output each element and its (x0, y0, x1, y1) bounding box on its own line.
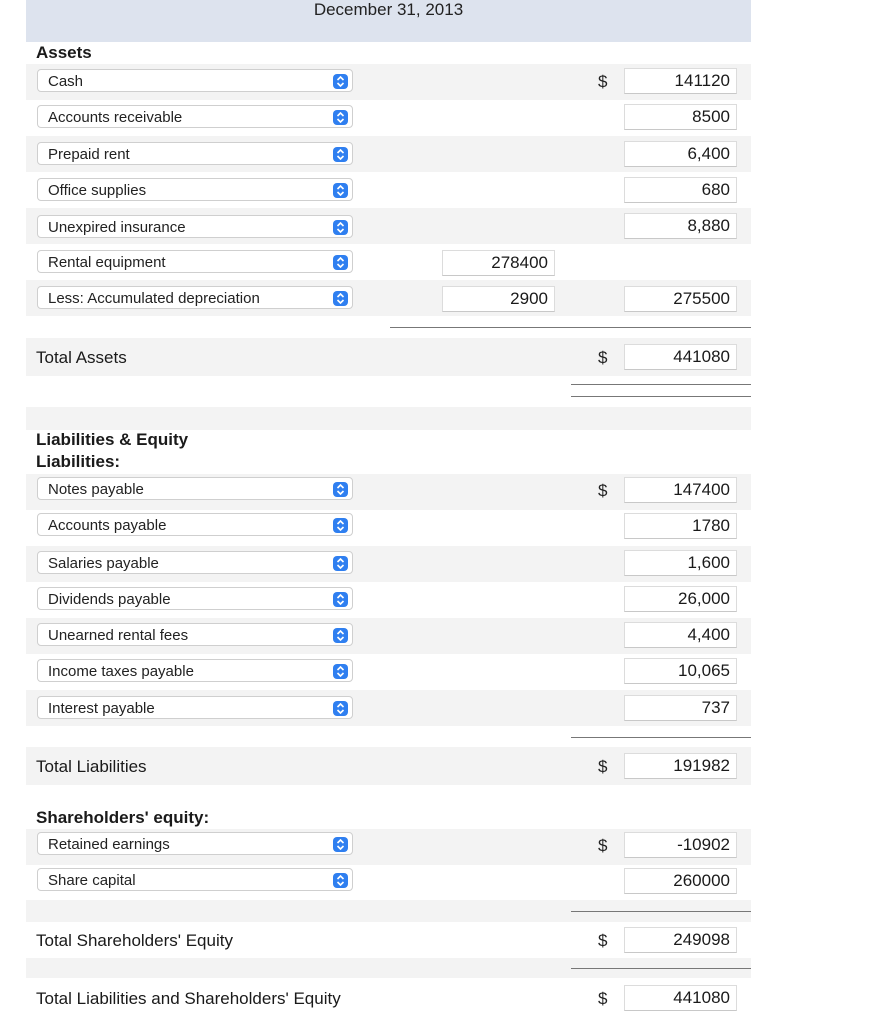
row-band (26, 407, 751, 430)
amount-input-accounts-receivable[interactable]: 8500 (624, 104, 737, 130)
select-label: Notes payable (48, 481, 144, 498)
account-select-notes-payable[interactable] (37, 477, 353, 500)
account-select-unearned-rental-fees[interactable] (37, 623, 353, 646)
amount-input-office-supplies[interactable]: 680 (624, 177, 737, 203)
select-arrows-icon[interactable] (333, 482, 348, 497)
amount-input-interest-payable[interactable]: 737 (624, 695, 737, 721)
select-label: Accounts payable (48, 517, 167, 534)
amount-input-net-equipment[interactable]: 275500 (624, 286, 737, 312)
account-select-income-taxes-payable[interactable] (37, 659, 353, 682)
amount-input-total-assets[interactable]: 441080 (624, 344, 737, 370)
statement-header (26, 0, 751, 42)
account-select-unexpired-insurance[interactable] (37, 215, 353, 238)
amount-input-income-taxes-payable[interactable]: 10,065 (624, 658, 737, 684)
select-arrows-icon[interactable] (333, 74, 348, 89)
select-arrows-icon[interactable] (333, 837, 348, 852)
select-arrows-icon[interactable] (333, 628, 348, 643)
select-label: Office supplies (48, 182, 147, 199)
amount-input-unearned-rental-fees[interactable]: 4,400 (624, 622, 737, 648)
account-select-prepaid-rent[interactable] (37, 142, 353, 165)
select-arrows-icon[interactable] (333, 556, 348, 571)
amount-input-total-equity[interactable]: 249098 (624, 927, 737, 953)
account-select-office-supplies[interactable] (37, 178, 353, 201)
select-label: Accounts receivable (48, 109, 183, 126)
select-label: Unearned rental fees (48, 627, 189, 644)
dollar-sign: $ (598, 836, 608, 855)
amount-input-prepaid-rent[interactable]: 6,400 (624, 141, 737, 167)
account-select-dividends-payable[interactable] (37, 587, 353, 610)
subtotal-line (571, 911, 751, 912)
dollar-sign: $ (598, 348, 608, 367)
select-arrows-icon[interactable] (333, 183, 348, 198)
amount-input-cash[interactable]: 141120 (624, 68, 737, 94)
select-label: Share capital (48, 872, 136, 889)
account-select-accumulated-depreciation[interactable] (37, 286, 353, 309)
account-select-share-capital[interactable] (37, 868, 353, 891)
account-select-accounts-payable[interactable] (37, 513, 353, 536)
select-arrows-icon[interactable] (333, 664, 348, 679)
select-arrows-icon[interactable] (333, 220, 348, 235)
dollar-sign: $ (598, 931, 608, 950)
select-arrows-icon[interactable] (333, 873, 348, 888)
select-label: Retained earnings (48, 836, 170, 853)
amount-input-accounts-payable[interactable]: 1780 (624, 513, 737, 539)
select-arrows-icon[interactable] (333, 518, 348, 533)
select-label: Unexpired insurance (48, 219, 186, 236)
select-arrows-icon[interactable] (333, 147, 348, 162)
dollar-sign: $ (598, 989, 608, 1008)
amount-input-accumulated-depreciation[interactable]: 2900 (442, 286, 555, 312)
amount-input-unexpired-insurance[interactable]: 8,880 (624, 213, 737, 239)
amount-input-total-liabilities[interactable]: 191982 (624, 753, 737, 779)
select-arrows-icon[interactable] (333, 291, 348, 306)
account-select-accounts-receivable[interactable] (37, 105, 353, 128)
shareholders-equity-heading: Shareholders' equity: (36, 808, 210, 827)
total-assets-label: Total Assets (36, 348, 127, 367)
select-label: Interest payable (48, 700, 155, 717)
account-select-cash[interactable] (37, 69, 353, 92)
select-arrows-icon[interactable] (333, 110, 348, 125)
balance-sheet (26, 0, 751, 1024)
liabilities-equity-heading: Liabilities & Equity (36, 430, 189, 449)
account-select-rental-equipment[interactable] (37, 250, 353, 273)
dollar-sign: $ (598, 72, 608, 91)
amount-input-dividends-payable[interactable]: 26,000 (624, 586, 737, 612)
select-label: Less: Accumulated depreciation (48, 290, 260, 307)
total-liabilities-equity-label: Total Liabilities and Shareholders' Equity (36, 989, 341, 1008)
select-label: Rental equipment (48, 254, 166, 271)
subtotal-line (571, 737, 751, 738)
select-label: Salaries payable (48, 555, 159, 572)
amount-input-notes-payable[interactable]: 147400 (624, 477, 737, 503)
select-label: Cash (48, 73, 84, 90)
account-select-retained-earnings[interactable] (37, 832, 353, 855)
amount-input-rental-equipment[interactable]: 278400 (442, 250, 555, 276)
select-arrows-icon[interactable] (333, 255, 348, 270)
amount-input-share-capital[interactable]: 260000 (624, 868, 737, 894)
select-label: Dividends payable (48, 591, 171, 608)
select-arrows-icon[interactable] (333, 592, 348, 607)
account-select-salaries-payable[interactable] (37, 551, 353, 574)
account-select-interest-payable[interactable] (37, 696, 353, 719)
assets-heading: Assets (36, 43, 92, 62)
select-label: Income taxes payable (48, 663, 194, 680)
amount-input-salaries-payable[interactable]: 1,600 (624, 550, 737, 576)
amount-input-total-liabilities-equity[interactable]: 441080 (624, 985, 737, 1011)
double-underline (571, 396, 751, 397)
statement-date: December 31, 2013 (313, 0, 464, 19)
total-underline (571, 968, 751, 969)
subtotal-line (390, 327, 751, 328)
dollar-sign: $ (598, 481, 608, 500)
total-equity-label: Total Shareholders' Equity (36, 931, 233, 950)
row-band (26, 785, 751, 806)
double-underline (571, 384, 751, 385)
amount-input-retained-earnings[interactable]: -10902 (624, 832, 737, 858)
select-label: Prepaid rent (48, 146, 130, 163)
total-liabilities-label: Total Liabilities (36, 757, 147, 776)
select-arrows-icon[interactable] (333, 701, 348, 716)
dollar-sign: $ (598, 757, 608, 776)
liabilities-heading: Liabilities: (36, 452, 121, 471)
